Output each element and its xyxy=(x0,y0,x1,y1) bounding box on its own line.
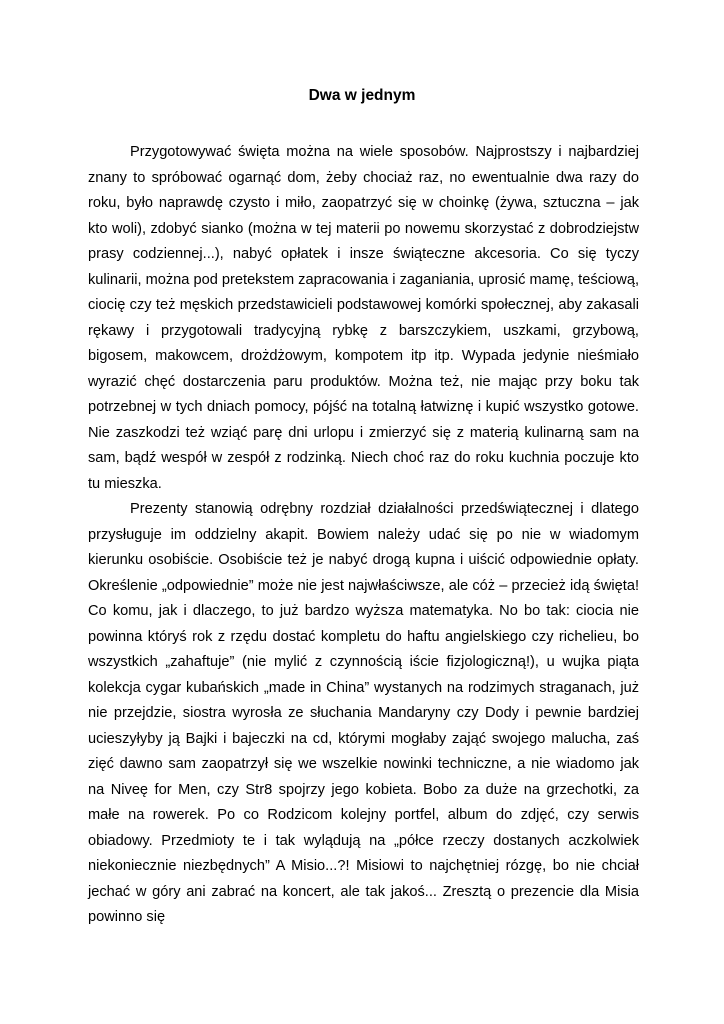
paragraph-gifts: Prezenty stanowią odrębny rozdział działalności przedświątecznej i dlatego przysługuje im oddzielny akapit. Bowiem należy udać się po nie w wiadomym kierunku osobiście. Osobiście też je nabyć drogą kupna i uiścić odpowiednie opłaty. Określenie „odpowiednie” może nie jest najwłaściwsze, ale cóż – przecież idą święta! Co komu, jak i dlaczego, to już bardzo wyższa matematyka. No bo tak: ciocia nie powinna któryś rok z rzędu dostać kompletu do haftu angielskiego czy richelieu, bo wszystkich „zahaftuje” (nie mylić z czynnością iście fizjologiczną!), u wujka piąta kolekcja cygar kubańskich „made in China” wystanych na rodzimych straganach, już nie przejdzie, siostra wyrosła ze słuchania Mandaryny czy Dody i pewnie bardziej ucieszyłyby ją Bajki i bajeczki na cd, którymi mogłaby zająć swojego malucha, zaś zięć dawno sam zaopatrzył się we wszelkie nowinki techniczne, a nie wiadomo jak na Niveę for Men, czy Str8 spojrzy jego kobieta. Bobo za duże na grzechotki, za małe na rowerek. Po co Rodzicom kolejny portfel, album do zdjęć, czy serwis obiadowy. Przedmioty te i tak wylądują na „półce rzeczy dostanych aczkolwiek niekoniecznie niezbędnych” A Misio...?! Misiowi to najchętniej rózgę, bo nie chciał jechać w góry ani zabrać na koncert, ale tak jakoś... Zresztą o prezencie dla Misia powinno się xyxy=(88,501,639,925)
document-title: Dwa w jednym xyxy=(308,87,416,104)
document-body xyxy=(88,140,639,931)
paragraph-preparations: Przygotowywać święta można na wiele sposobów. Najprostszy i najbardziej znany to spróbować ogarnąć dom, żeby chociaż raz, no ewentualnie dwa razy do roku, było naprawdę czysto i miło, zaopatrzyć się w choinkę (żywa, sztuczna – jak kto woli), zdobyć sianko (można w tej materii po nowemu skorzystać z dobrodziejstw prasy codziennej...), nabyć opłatek i insze świąteczne akcesoria. Co się tyczy kulinarii, można pod pretekstem zapracowania i zaganiania, uprosić mamę, teściową, ciocię czy też męskich przedstawicieli podstawowej komórki społecznej, aby zakasali rękawy i przygotowali tradycyjną rybkę z barszczykiem, uszkami, grzybową, bigosem, makowcem, drożdżowym, kompotem itp itp. Wypada jedynie nieśmiało wyrazić chęć dostarczenia paru produktów. Można też, nie mając przy boku tak potrzebnej w tych dniach pomocy, pójść na totalną łatwiznę i kupić wszystko gotowe. Nie zaszkodzi też wziąć parę dni urlopu i zmierzyć się z materią kulinarną sam na sam, bądź wespół w zespół z rodzinką. Niech choć raz do roku kuchnia poczuje kto tu mieszka. xyxy=(88,144,639,492)
